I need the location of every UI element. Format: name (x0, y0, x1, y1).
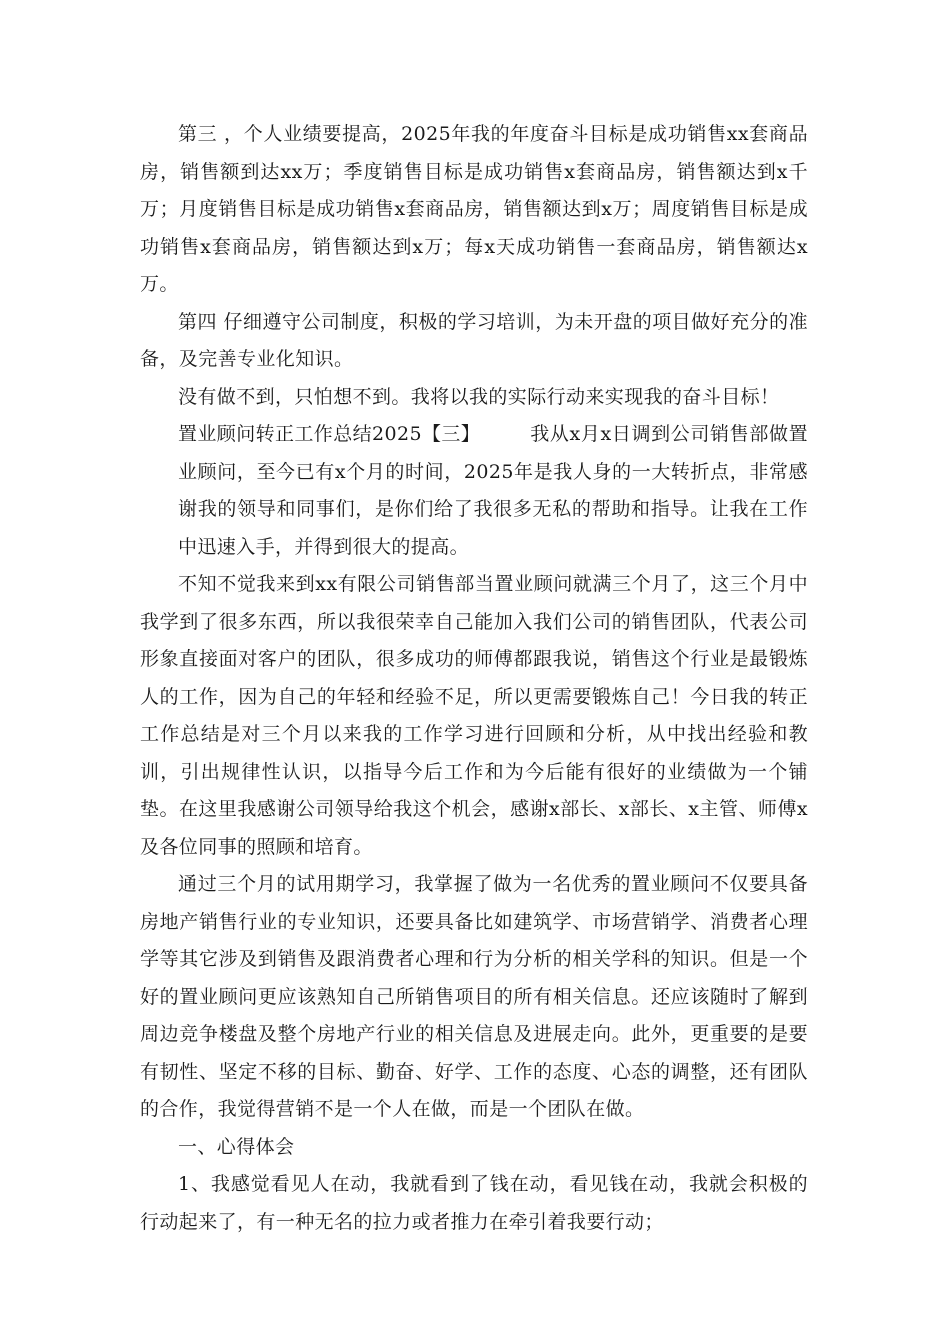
document-body (140, 116, 808, 1241)
paragraph-personal-performance: 第三 ，个人业绩要提高，2025年我的年度奋斗目标是成功销售xx套商品房，销售额到达xx万；季度销售目标是成功销售x套商品房，销售额达到x千万；月度销售目标是成功销售x套商品房，销售额达到x万；周度销售目标是成功销售x套商品房，销售额达到x万；每x天成功销售一套商品房，销售额达x万。 (140, 123, 808, 295)
section-title: 置业顾问转正工作总结2025【三】 (178, 423, 481, 445)
section-intro: 我从x月x日调到公司销售部做置业顾问，至今已有x个月的时间，2025年是我人身的一大转折点，非常感谢我的领导和同事们，是你们给了我很多无私的帮助和指导。让我在工作中迅速入手，并得到很大的提高。 (178, 423, 808, 558)
paragraph-motto: 没有做不到，只怕想不到。我将以我的实际行动来实现我的奋斗目标！ (178, 385, 780, 408)
section-heading-paragraph (140, 416, 808, 566)
paragraph-point-1: 1、我感觉看见人在动，我就看到了钱在动，看见钱在动，我就会积极的行动起来了，有一种无名的拉力或者推力在牵引着我要行动； (140, 1173, 808, 1233)
paragraph-probation-learning: 通过三个月的试用期学习，我掌握了做为一名优秀的置业顾问不仅要具备房地产销售行业的专业知识，还要具备比如建筑学、市场营销学、消费者心理学等其它涉及到销售及跟消费者心理和行为分析的相关学科的知识。但是一个好的置业顾问更应该熟知自己所销售项目的所有相关信息。还应该随时了解到周边竞争楼盘及整个房地产行业的相关信息及进展走向。此外，更重要的是要有韧性、坚定不移的目标、勤奋、好学、工作的态度、心态的调整，还有团队的合作，我觉得营销不是一个人在做，而是一个团队在做。 (140, 873, 808, 1120)
paragraph-three-months: 不知不觉我来到xx有限公司销售部当置业顾问就满三个月了，这三个月中我学到了很多东西，所以我很荣幸自己能加入我们公司的销售团队，代表公司形象直接面对客户的团队，很多成功的师傅都跟我说，销售这个行业是最锻炼人的工作，因为自己的年轻和经验不足，所以更需要锻炼自己！今日我的转正工作总结是对三个月以来我的工作学习进行回顾和分析，从中找出经验和教训，引出规律性认识，以指导今后工作和为今后能有很好的业绩做为一个铺垫。在这里我感谢公司领导给我这个机会，感谢x部长、x部长、x主管、师傅x及各位同事的照顾和培育。 (140, 573, 808, 858)
paragraph-company-rules: 第四 仔细遵守公司制度，积极的学习培训，为未开盘的项目做好充分的准备，及完善专业化知识。 (140, 310, 808, 370)
subheading-experience: 一、心得体会 (178, 1135, 295, 1158)
